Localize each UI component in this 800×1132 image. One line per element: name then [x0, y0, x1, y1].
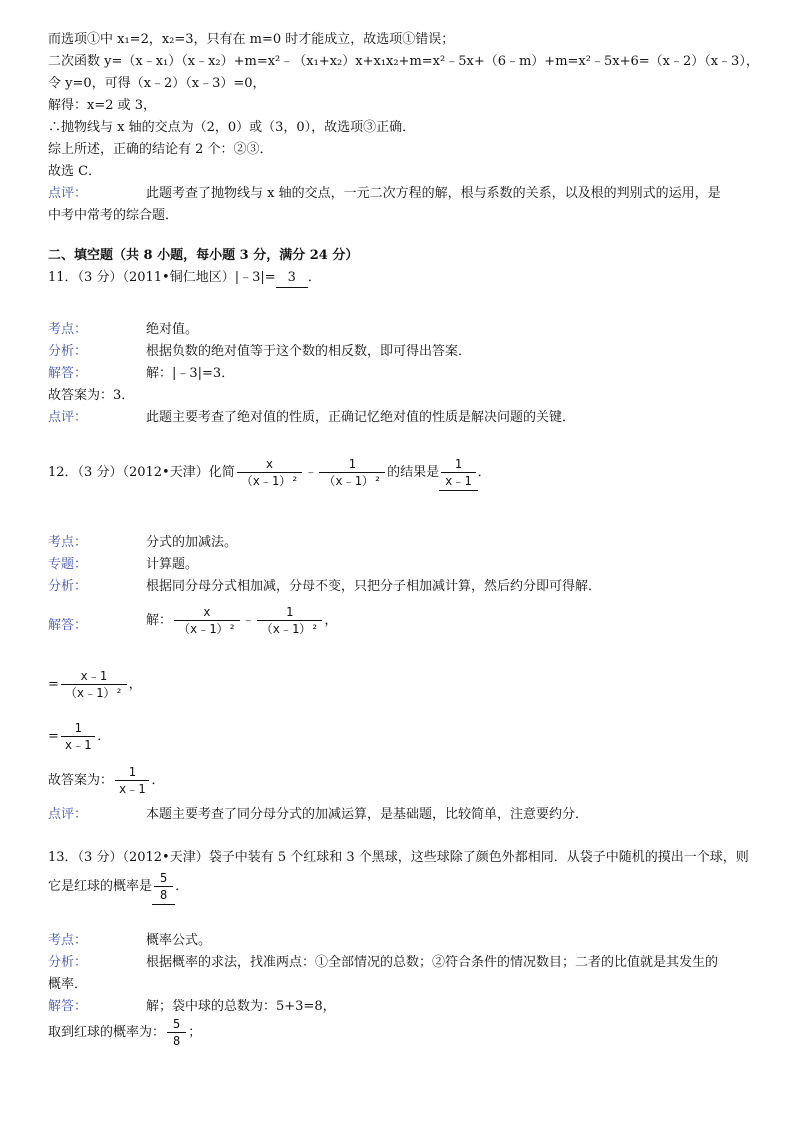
- q12-jieda: [146, 604, 337, 638]
- q12-stem-end: ．: [477, 465, 491, 480]
- q11-dianping: 此题主要考查了绝对值的性质，正确记忆绝对值的性质是解决问题的关键．: [146, 410, 576, 425]
- q11-dianping-label: 点评：: [48, 410, 88, 425]
- q12-ans-den: x﹣1: [445, 474, 472, 488]
- q13-stem-2: [48, 870, 188, 905]
- q11-fenxi-label: 分析：: [48, 344, 88, 359]
- q13-stem-2-prefix: 它是红球的概率是: [48, 879, 153, 894]
- prev-line-6: 综上所述，正确的结论有 2 个：②③．: [48, 142, 273, 157]
- q13-fenxi-label: 分析：: [48, 955, 88, 970]
- q12-step-1: [48, 668, 142, 702]
- q12-jieda-label: 解答：: [48, 618, 88, 633]
- q13-answer-fraction: [154, 871, 173, 902]
- q11-stem-end: ．: [307, 270, 321, 285]
- q13-fenxi-2: 概率．: [48, 977, 88, 992]
- q13-final-num: 5: [167, 1017, 186, 1033]
- q12-final: [48, 764, 164, 798]
- q12-jieda-fraction-2: [257, 605, 323, 636]
- q12-step2-den: x﹣1: [64, 738, 92, 752]
- q12-step2-fraction: [61, 721, 95, 752]
- q11-stem-text: 11．（3 分）（2011•铜仁地区）|﹣3|=: [48, 270, 276, 285]
- q13-jieda: 解；袋中球的总数为：5+3=8，: [146, 999, 336, 1014]
- q13-jieda-label: 解答：: [48, 999, 88, 1014]
- q11-stem: [48, 269, 321, 288]
- prev-line-1: 而选项①中 x₁=2，x₂=3，只有在 m=0 时才能成立，故选项①错误；: [48, 32, 455, 47]
- q12-step-2: [48, 720, 110, 754]
- q12-fraction-2: [319, 457, 385, 488]
- q13-ans-num: 5: [154, 871, 173, 887]
- q13-stem-1: 13．（3 分）（2012•天津）袋子中装有 5 个红球和 3 个黑球，这些球除了颜色外都相同．从袋子中随机的摸出一个球，则: [48, 850, 749, 865]
- q12-fenxi-label: 分析：: [48, 579, 88, 594]
- q11-kaodian: 绝对值。: [146, 322, 199, 337]
- prev-comment-label: 点评：: [48, 186, 88, 201]
- q12-jieda-prefix: 解：: [146, 613, 173, 628]
- q11-fenxi: 根据负数的绝对值等于这个数的相反数，即可得出答案．: [146, 344, 472, 359]
- q12-step2-end: ．: [97, 729, 111, 744]
- prev-line-3: 令 y=0，可得（x﹣2）（x﹣3）=0，: [48, 76, 266, 91]
- prev-comment-text-1: 此题考查了抛物线与 x 轴的交点，一元二次方程的解，根与系数的关系，以及根的判别式的运用，是: [146, 186, 721, 201]
- q12-final-num: 1: [115, 765, 149, 781]
- q12-step1-den: （x﹣1）²: [64, 686, 123, 700]
- q12-final-end: ．: [151, 773, 165, 788]
- q12-answer-blank: [439, 456, 477, 491]
- q12-step2-num: 1: [61, 721, 95, 737]
- q12-f1-den: （x﹣1）²: [240, 474, 299, 488]
- q13-kaodian-label: 考点：: [48, 933, 88, 948]
- q12-ans-num: 1: [441, 457, 475, 473]
- q13-final-end: ；: [188, 1025, 202, 1040]
- q11-jieda: 解：|﹣3|=3．: [146, 366, 235, 381]
- q12-jieda-fraction-1: [174, 605, 240, 636]
- q12-zhuanti-label: 专题：: [48, 557, 88, 572]
- q12-final-fraction: [115, 765, 149, 796]
- prev-line-2: 二次函数 y=（x﹣x₁）（x﹣x₂）+m=x²﹣（x₁+x₂）x+x₁x₂+m=x²﹣5x+（6﹣m）+m=x²﹣5x+6=（x﹣2）（x﹣3），: [48, 54, 759, 69]
- q12-step1-num: x﹣1: [61, 669, 127, 685]
- q12-j-f2-num: 1: [257, 605, 323, 621]
- q11-answer-blank: 3: [276, 269, 308, 288]
- q12-j-f2-den: （x﹣1）²: [260, 622, 319, 636]
- q11-jieda-label: 解答：: [48, 366, 88, 381]
- q12-answer-fraction: [441, 457, 475, 488]
- q13-final-prefix: 取到红球的概率为：: [48, 1025, 166, 1040]
- q12-stem-mid: 的结果是: [387, 465, 440, 480]
- prev-line-7: 故选 C．: [48, 164, 102, 179]
- q12-stem-prefix: 12．（3 分）（2012•天津）化简: [48, 465, 235, 480]
- q12-step1-fraction: [61, 669, 127, 700]
- q12-stem: [48, 456, 491, 491]
- q12-dianping: 本题主要考查了同分母分式的加减运算，是基础题，比较简单，注意要约分．: [146, 807, 589, 822]
- q12-minus: ﹣: [304, 465, 318, 480]
- q13-answer-blank: [152, 870, 175, 905]
- q12-kaodian: 分式的加减法。: [146, 535, 238, 550]
- q12-f2-den: （x﹣1）²: [323, 474, 382, 488]
- prev-line-4: 解得：x=2 或 3，: [48, 98, 157, 113]
- q13-final: [48, 1016, 201, 1050]
- q12-j-minus: ﹣: [241, 613, 255, 628]
- q12-f2-num: 1: [319, 457, 385, 473]
- q13-ans-den: 8: [160, 888, 168, 902]
- q12-j-comma: ，: [324, 613, 338, 628]
- q12-j-f1-num: x: [174, 605, 240, 621]
- q13-final-den: 8: [173, 1034, 181, 1048]
- q12-step1-end: ，: [128, 677, 142, 692]
- q12-dianping-label: 点评：: [48, 807, 88, 822]
- q12-final-prefix: 故答案为：: [48, 773, 114, 788]
- q11-kaodian-label: 考点：: [48, 322, 88, 337]
- prev-comment-text-2: 中考中常考的综合题．: [48, 208, 179, 223]
- q12-j-f1-den: （x﹣1）²: [178, 622, 236, 636]
- q12-final-den: x﹣1: [119, 782, 146, 796]
- q12-f1-num: x: [237, 457, 303, 473]
- section-title: 二、填空题（共 8 小题，每小题 3 分，满分 24 分）: [48, 248, 359, 263]
- q13-kaodian: 概率公式。: [146, 933, 212, 948]
- q11-final: 故答案为：3．: [48, 388, 135, 403]
- q13-fenxi-1: 根据概率的求法，找准两点：①全部情况的总数；②符合条件的情况数目；二者的比值就是其发生的: [146, 955, 719, 970]
- q12-zhuanti: 计算题。: [146, 557, 199, 572]
- q12-fenxi: 根据同分母分式相加减，分母不变，只把分子相加减计算，然后约分即可得解．: [146, 579, 602, 594]
- prev-line-5: ∴抛物线与 x 轴的交点为（2，0）或（3，0），故选项③正确．: [48, 120, 416, 135]
- q13-stem-end: ．: [175, 879, 189, 894]
- q12-kaodian-label: 考点：: [48, 535, 88, 550]
- q13-final-fraction: [167, 1017, 186, 1048]
- q12-step2-eq: =: [48, 729, 59, 744]
- q12-fraction-1: [237, 457, 303, 488]
- q12-step1-eq: =: [48, 677, 59, 692]
